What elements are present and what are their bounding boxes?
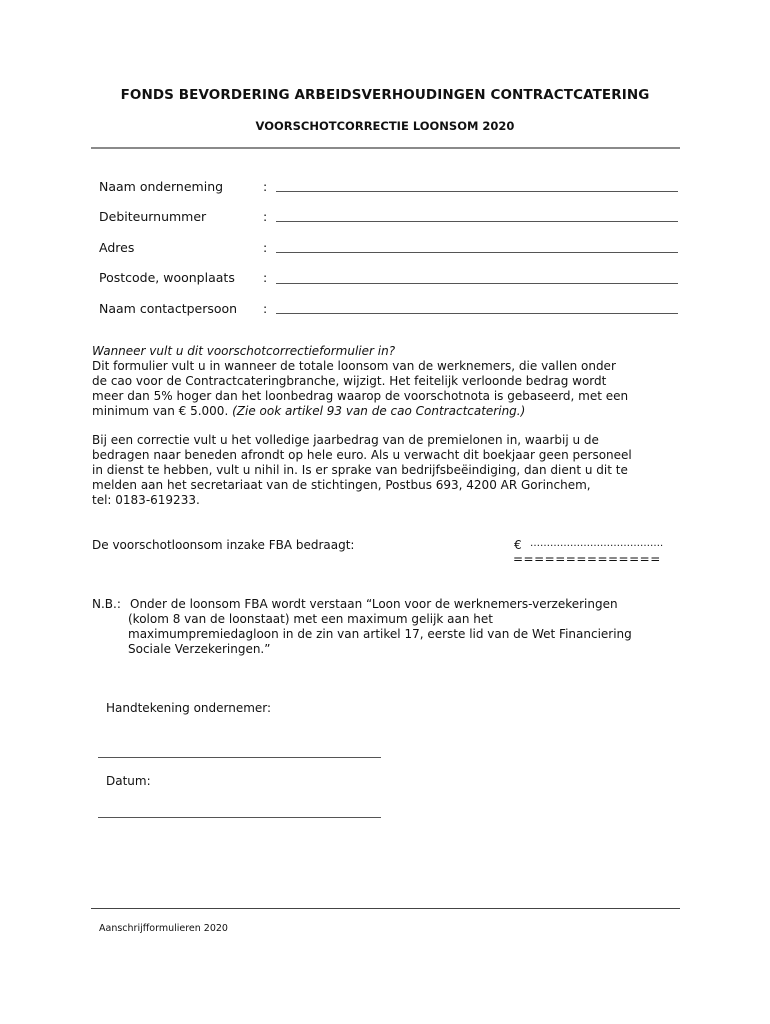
instruction-line: melden aan het secretariaat van de stichtingen, Postbus 693, 4200 AR Gorinchem, — [92, 478, 591, 492]
field-colon: : — [263, 301, 268, 316]
note-line: Onder de loonsom FBA wordt verstaan “Loon voor de werknemers-verzekeringen — [130, 597, 618, 611]
instructions-section — [92, 433, 682, 508]
date-field[interactable] — [98, 817, 381, 818]
date-label: Datum: — [106, 774, 151, 788]
amount-double-underline: ============== — [513, 552, 661, 566]
field-colon: : — [263, 209, 268, 224]
info-line: meer dan 5% hoger dan het loonbedrag waarop de voorschotnota is gebaseerd, met een — [92, 389, 629, 403]
field-label-address: Adres — [99, 240, 135, 255]
currency-symbol: € — [514, 538, 522, 552]
debtor-number-field[interactable] — [276, 221, 678, 222]
note-body — [128, 612, 688, 657]
field-colon: : — [263, 179, 268, 194]
info-reference: (Zie ook artikel 93 van de cao Contractcatering.) — [232, 404, 526, 418]
info-line — [92, 404, 682, 419]
instruction-line: bedragen naar beneden afrondt op hele euro. Als u verwacht dit boekjaar geen personeel — [92, 448, 632, 462]
note-line: maximumpremiedagloon in de zin van artikel 17, eerste lid van de Wet Financiering — [128, 627, 632, 641]
contact-person-field[interactable] — [276, 313, 678, 314]
instruction-line: in dienst te hebben, vult u nihil in. Is er sprake van bedrijfsbeëindiging, dan dient u dit te — [92, 463, 628, 477]
info-line: de cao voor de Contractcateringbranche, wijzigt. Het feitelijk verloonde bedrag wordt — [92, 374, 607, 388]
signature-field[interactable] — [98, 757, 381, 758]
info-question: Wanneer vult u dit voorschotcorrectieformulier in? — [92, 344, 396, 358]
note-line: (kolom 8 van de loonstaat) met een maximum gelijk aan het — [128, 612, 493, 626]
document-subtitle: VOORSCHOTCORRECTIE LOONSOM 2020 — [255, 119, 515, 133]
info-line: Dit formulier vult u in wanneer de totale loonsom van de werknemers, die vallen onder — [92, 359, 616, 373]
field-label-postcode-city: Postcode, woonplaats — [99, 270, 235, 285]
info-text: minimum van € 5.000. — [92, 404, 233, 418]
note-line: Sociale Verzekeringen.” — [128, 642, 271, 656]
field-label-contact-person: Naam contactpersoon — [99, 301, 238, 316]
instruction-line: Bij een correctie vult u het volledige jaarbedrag van de premielonen in, waarbij u de — [92, 433, 599, 447]
document-title: FONDS BEVORDERING ARBEIDSVERHOUDINGEN CONTRACTCATERING — [120, 87, 650, 103]
amount-field[interactable]: …………………………………. — [530, 538, 664, 549]
field-colon: : — [263, 270, 268, 285]
footer-divider — [91, 908, 680, 909]
address-field[interactable] — [276, 252, 678, 253]
field-colon: : — [263, 240, 268, 255]
header-divider — [91, 147, 680, 149]
company-name-field[interactable] — [276, 191, 678, 192]
instruction-line: tel: 0183-619233. — [92, 493, 200, 507]
amount-label: De voorschotloonsom inzake FBA bedraagt: — [92, 538, 355, 552]
field-label-debtor-number: Debiteurnummer — [99, 209, 207, 224]
postcode-city-field[interactable] — [276, 283, 678, 284]
info-section — [92, 344, 682, 419]
footer-text: Aanschrijfformulieren 2020 — [99, 923, 228, 934]
note-prefix: N.B.: — [92, 597, 121, 611]
field-label-company-name: Naam onderneming — [99, 179, 224, 194]
signature-label: Handtekening ondernemer: — [106, 701, 272, 715]
